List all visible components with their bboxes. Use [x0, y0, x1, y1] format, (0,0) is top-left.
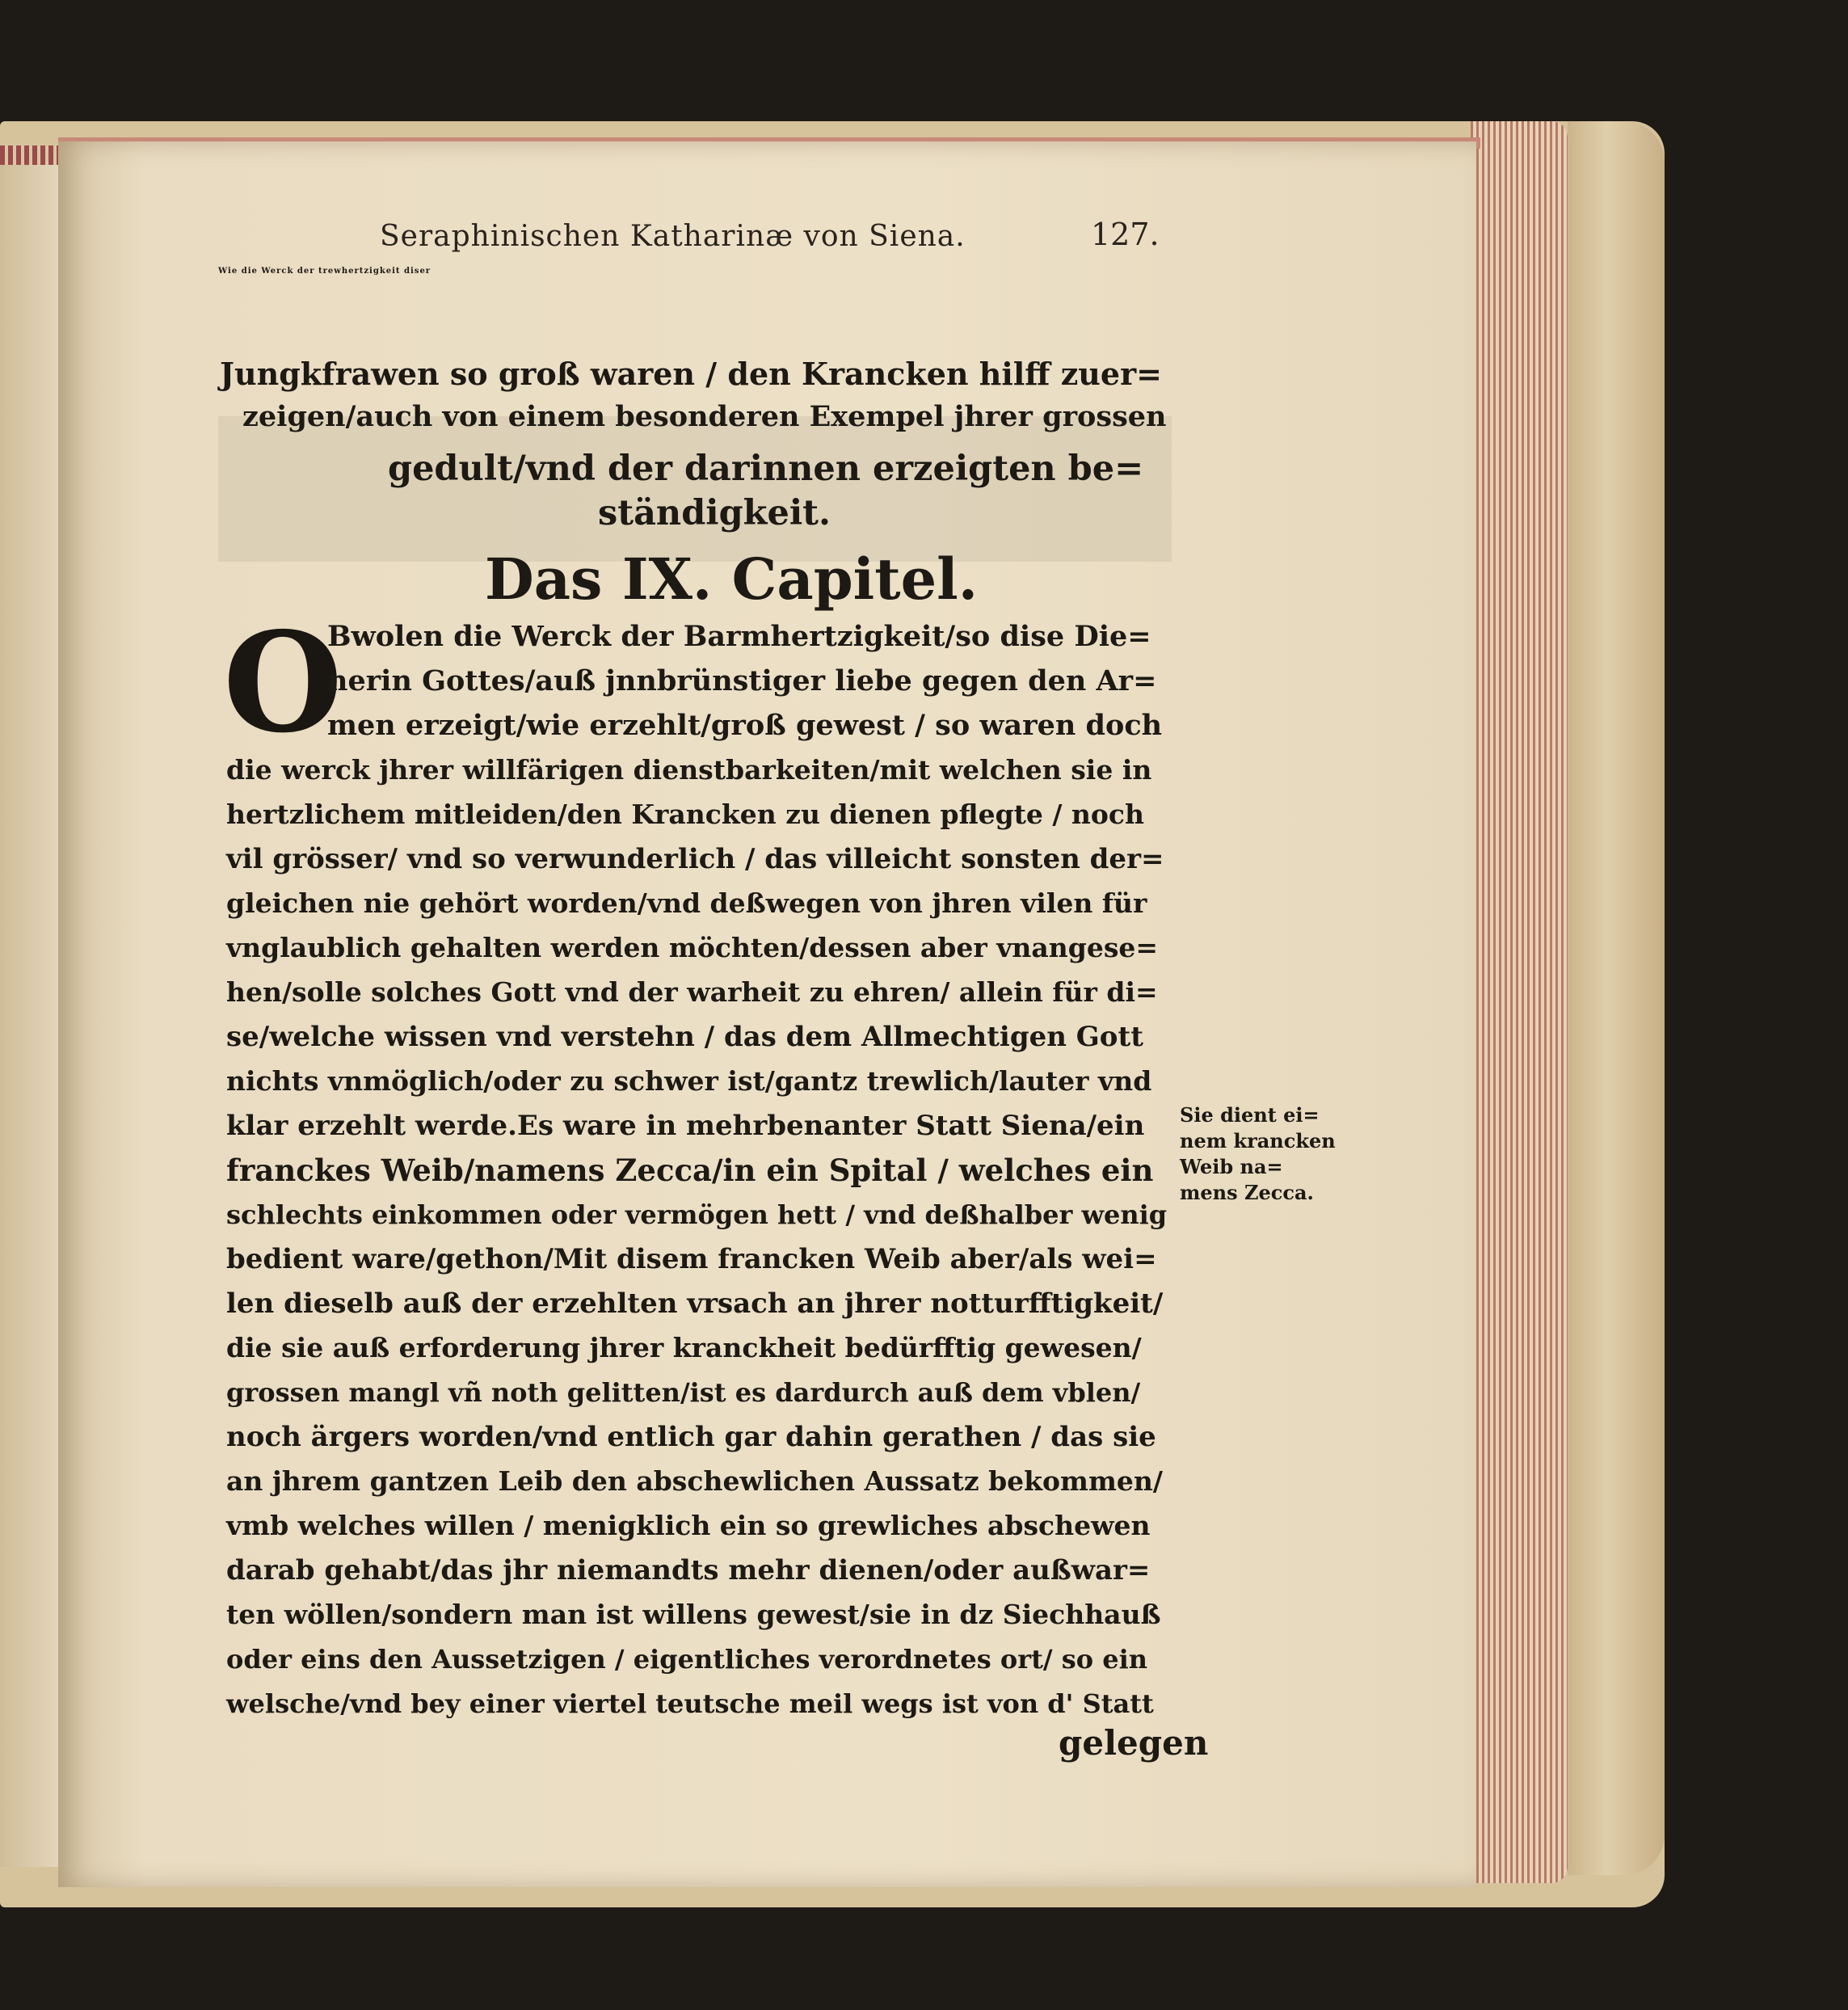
body-line: len dieselb auß der erzehlten vrsach an jhrer notturfftigkeit/ — [226, 1287, 1164, 1320]
body-line: vmb welches willen / menigklich ein so grewliches abschewen — [226, 1510, 1151, 1541]
title-line-3: zeigen/auch von einem besonderen Exempel jhrer grossen — [242, 400, 1167, 433]
body-line: vnglaublich gehalten werden möchten/dessen aber vnangese= — [226, 932, 1159, 963]
title-line-4: gedult/vnd der darinnen erzeigten be= — [388, 449, 1144, 489]
body-line: darab gehabt/das jhr niemandts mehr dienen/oder außwar= — [226, 1554, 1151, 1587]
body-line: vil grösser/ vnd so verwunderlich / das villeicht sonsten der= — [226, 843, 1164, 875]
body-line: die sie auß erforderung jhrer kranckheit bedürfftig gewesen/ — [226, 1332, 1142, 1363]
left-page-gutter — [0, 162, 58, 1867]
marginal-note-line: mens Zecca. — [1180, 1181, 1314, 1204]
marginal-note-line: Sie dient ei= — [1180, 1103, 1320, 1127]
title-line-1: Wie die Werck der trewhertzigkeit diser — [218, 267, 431, 276]
page-number: 127. — [1091, 217, 1160, 252]
body-line: bedient ware/gethon/Mit disem francken Weib aber/als wei= — [226, 1243, 1157, 1275]
chapter-heading: Das IX. Capitel. — [485, 546, 979, 613]
body-line: hertzlichem mitleiden/den Krancken zu dienen pflegte / noch — [226, 799, 1145, 830]
page-edges — [1471, 121, 1568, 1883]
body-line: oder eins den Aussetzigen / eigentliches verordnetes ort/ so ein — [226, 1644, 1147, 1675]
body-line: nerin Gottes/auß jnnbrünstiger liebe gegen den Ar= — [327, 664, 1157, 697]
marginal-note-line: nem krancken — [1180, 1129, 1336, 1152]
title-line-5: ständigkeit. — [598, 493, 831, 533]
running-title: Seraphinischen Katharinæ von Siena. — [380, 220, 966, 253]
cover-edge — [1568, 121, 1665, 1875]
body-line: grossen mangl vñ noth gelitten/ist es dardurch auß dem vblen/ — [226, 1377, 1141, 1408]
body-line: franckes Weib/namens Zecca/in ein Spital / welches ein — [226, 1152, 1154, 1188]
body-line: Bwolen die Werck der Barmhertzigkeit/so dise Die= — [327, 620, 1151, 653]
body-line: klar erzehlt werde.Es ware in mehrbenanter Statt Siena/ein — [226, 1110, 1145, 1142]
body-line: nichts vnmöglich/oder zu schwer ist/gantz trewlich/lauter vnd — [226, 1065, 1152, 1097]
body-line: ten wöllen/sondern man ist willens gewest/sie in dz Siechhauß — [226, 1599, 1161, 1630]
headband — [0, 145, 65, 165]
catchword: gelegen — [1059, 1723, 1209, 1763]
body-line: men erzeigt/wie erzehlt/groß gewest / so waren doch — [327, 709, 1163, 742]
body-line: welsche/vnd bey einer viertel teutsche meil wegs ist von d' Statt — [226, 1688, 1154, 1719]
show-through-text — [218, 416, 1172, 562]
body-line: schlechts einkommen oder vermögen hett / vnd deßhalber wenig — [226, 1199, 1168, 1230]
body-line: gleichen nie gehört worden/vnd deßwegen von jhren vilen für — [226, 887, 1147, 919]
body-line: se/welche wissen vnd verstehn / das dem Allmechtigen Gott — [226, 1021, 1143, 1053]
body-line: noch ärgers worden/vnd entlich gar dahin gerathen / das sie — [226, 1421, 1156, 1453]
drop-cap: O — [223, 602, 343, 764]
marginal-note-line: Weib na= — [1180, 1155, 1283, 1178]
body-line: an jhrem gantzen Leib den abschewlichen Aussatz bekommen/ — [226, 1465, 1163, 1497]
title-line-2: Jungkfrawen so groß waren / den Krancken hilff zuer= — [220, 356, 1162, 392]
body-line: die werck jhrer willfärigen dienstbarkeiten/mit welchen sie in — [226, 754, 1152, 786]
body-line: hen/solle solches Gott vnd der warheit zu ehren/ allein für di= — [226, 976, 1158, 1008]
